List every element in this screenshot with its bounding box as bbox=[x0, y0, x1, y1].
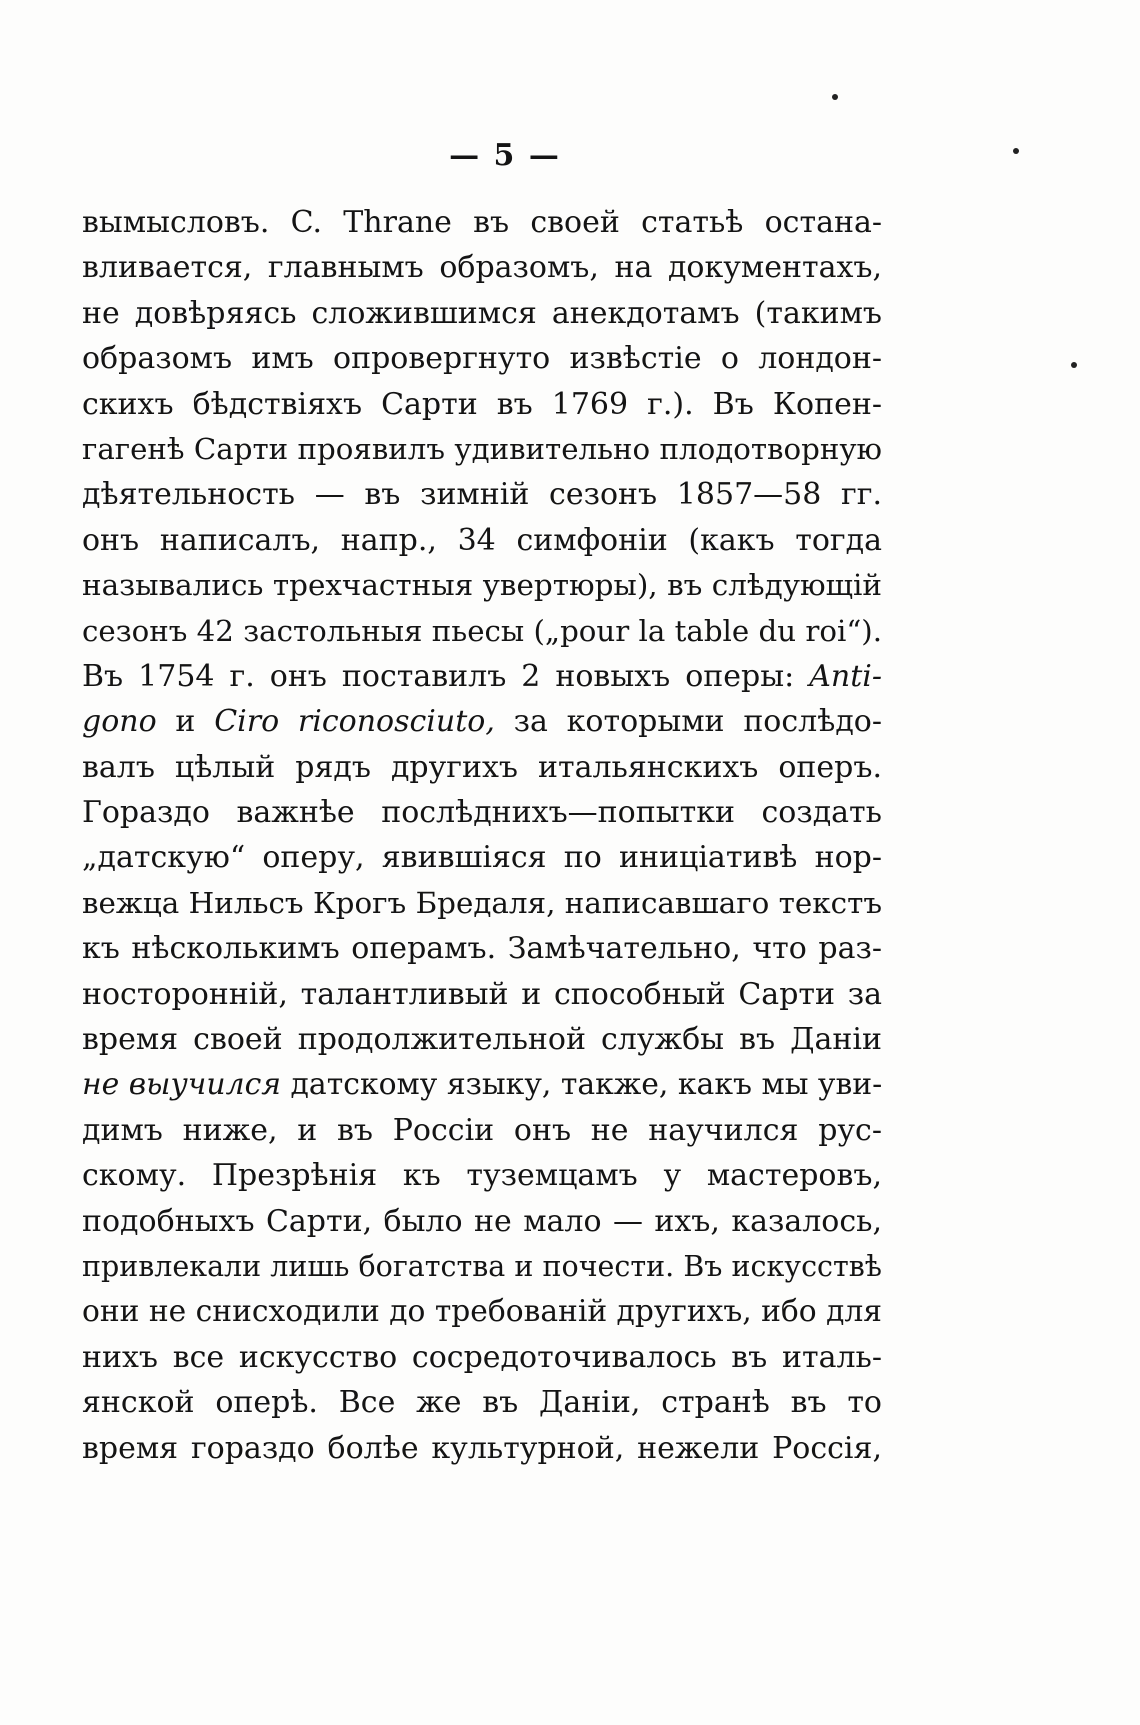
scan-speck bbox=[1071, 362, 1077, 368]
text-segment: за которыми послѣдо- bbox=[494, 704, 882, 740]
text-segment: „датскую“ оперу, явившіяся по иниціативѣ нор- bbox=[82, 840, 882, 876]
text-segment: носторонній, талантливый и способный Сарти за bbox=[82, 976, 882, 1012]
text-line bbox=[82, 790, 882, 835]
text-line bbox=[82, 336, 882, 381]
scan-speck bbox=[1013, 148, 1019, 154]
text-line bbox=[82, 1108, 882, 1153]
italic-text-segment: Ciro riconosciuto, bbox=[214, 704, 495, 740]
text-segment: образомъ имъ опровергнуто извѣстіе о лондон- bbox=[82, 341, 882, 377]
text-line bbox=[82, 427, 882, 472]
text-segment: подобныхъ Сарти, было не мало — ихъ, казалось, bbox=[82, 1203, 882, 1239]
text-line bbox=[82, 200, 882, 245]
text-line bbox=[82, 1062, 882, 1107]
text-line bbox=[82, 609, 882, 654]
text-segment: янской оперѣ. Все же въ Даніи, странѣ въ то bbox=[82, 1385, 882, 1421]
text-line bbox=[82, 518, 882, 563]
text-segment: время гораздо болѣе культурной, нежели Россія, bbox=[82, 1430, 882, 1466]
text-segment: Въ 1754 г. онъ поставилъ 2 новыхъ оперы: bbox=[82, 658, 810, 694]
text-segment: назывались трехчастныя увертюры), въ слѣдующій bbox=[82, 568, 882, 603]
text-segment: вливается, главнымъ образомъ, на документахъ, bbox=[82, 250, 882, 286]
text-line bbox=[82, 382, 882, 427]
text-line bbox=[82, 745, 882, 790]
italic-text-segment: gono bbox=[82, 704, 157, 740]
text-line bbox=[82, 1199, 882, 1244]
text-segment: они не снисходили до требованій другихъ, ибо для bbox=[82, 1294, 882, 1330]
text-segment: онъ написалъ, напр., 34 симфоніи (какъ тогда bbox=[82, 522, 882, 558]
page-number: — 5 — bbox=[449, 138, 561, 173]
text-segment: валъ цѣлый рядъ другихъ итальянскихъ оперъ. bbox=[82, 749, 882, 785]
text-line bbox=[82, 972, 882, 1017]
text-segment: Гораздо важнѣе послѣднихъ—попытки создать bbox=[82, 795, 882, 831]
text-line bbox=[82, 563, 882, 608]
text-line bbox=[82, 926, 882, 971]
text-line bbox=[82, 1017, 882, 1062]
text-line bbox=[82, 245, 882, 290]
text-segment: вежца Нильсъ Крогъ Бредаля, написавшаго текстъ bbox=[82, 885, 882, 920]
text-segment: дѣятельность — въ зимній сезонъ 1857—58 гг. bbox=[82, 477, 882, 513]
text-line bbox=[82, 1244, 882, 1289]
text-line bbox=[82, 1153, 882, 1198]
text-segment: нихъ все искусство сосредоточивалось въ италь- bbox=[82, 1339, 882, 1375]
text-line bbox=[82, 1335, 882, 1380]
text-segment: гагенѣ Сарти проявилъ удивительно плодотворную bbox=[82, 431, 882, 466]
text-segment: димъ ниже, и въ Россіи онъ не научился рус- bbox=[82, 1112, 882, 1148]
text-segment: время своей продолжительной службы въ Даніи bbox=[82, 1022, 882, 1058]
text-segment: скихъ бѣдствіяхъ Сарти въ 1769 г.). Въ Копен- bbox=[82, 386, 882, 422]
text-segment: сезонъ 42 застольныя пьесы („pour la table du roi“). bbox=[82, 613, 882, 648]
text-line bbox=[82, 699, 882, 744]
text-line bbox=[82, 1289, 882, 1334]
text-line bbox=[82, 654, 882, 699]
text-segment: вымысловъ. C. Thrane въ своей статьѣ остана- bbox=[82, 205, 882, 240]
text-segment: не довѣряясь сложившимся анекдотамъ (такимъ bbox=[82, 295, 882, 331]
text-line bbox=[82, 881, 882, 926]
scan-speck bbox=[832, 94, 838, 100]
italic-text-segment: не выучился bbox=[82, 1067, 282, 1103]
text-line bbox=[82, 472, 882, 517]
text-line bbox=[82, 835, 882, 880]
text-segment: и bbox=[156, 704, 215, 740]
text-segment: къ нѣсколькимъ операмъ. Замѣчательно, что раз- bbox=[82, 931, 882, 967]
body-text bbox=[82, 200, 882, 1471]
text-line bbox=[82, 1426, 882, 1471]
text-segment: привлекали лишь богатства и почести. Въ искусствѣ bbox=[82, 1249, 882, 1283]
text-segment: датскому языку, также, какъ мы уви- bbox=[281, 1067, 883, 1103]
text-segment: скому. Презрѣнія къ туземцамъ у мастеровъ, bbox=[82, 1158, 882, 1194]
italic-text-segment: Anti- bbox=[809, 658, 882, 694]
text-line bbox=[82, 1380, 882, 1425]
text-line bbox=[82, 291, 882, 336]
